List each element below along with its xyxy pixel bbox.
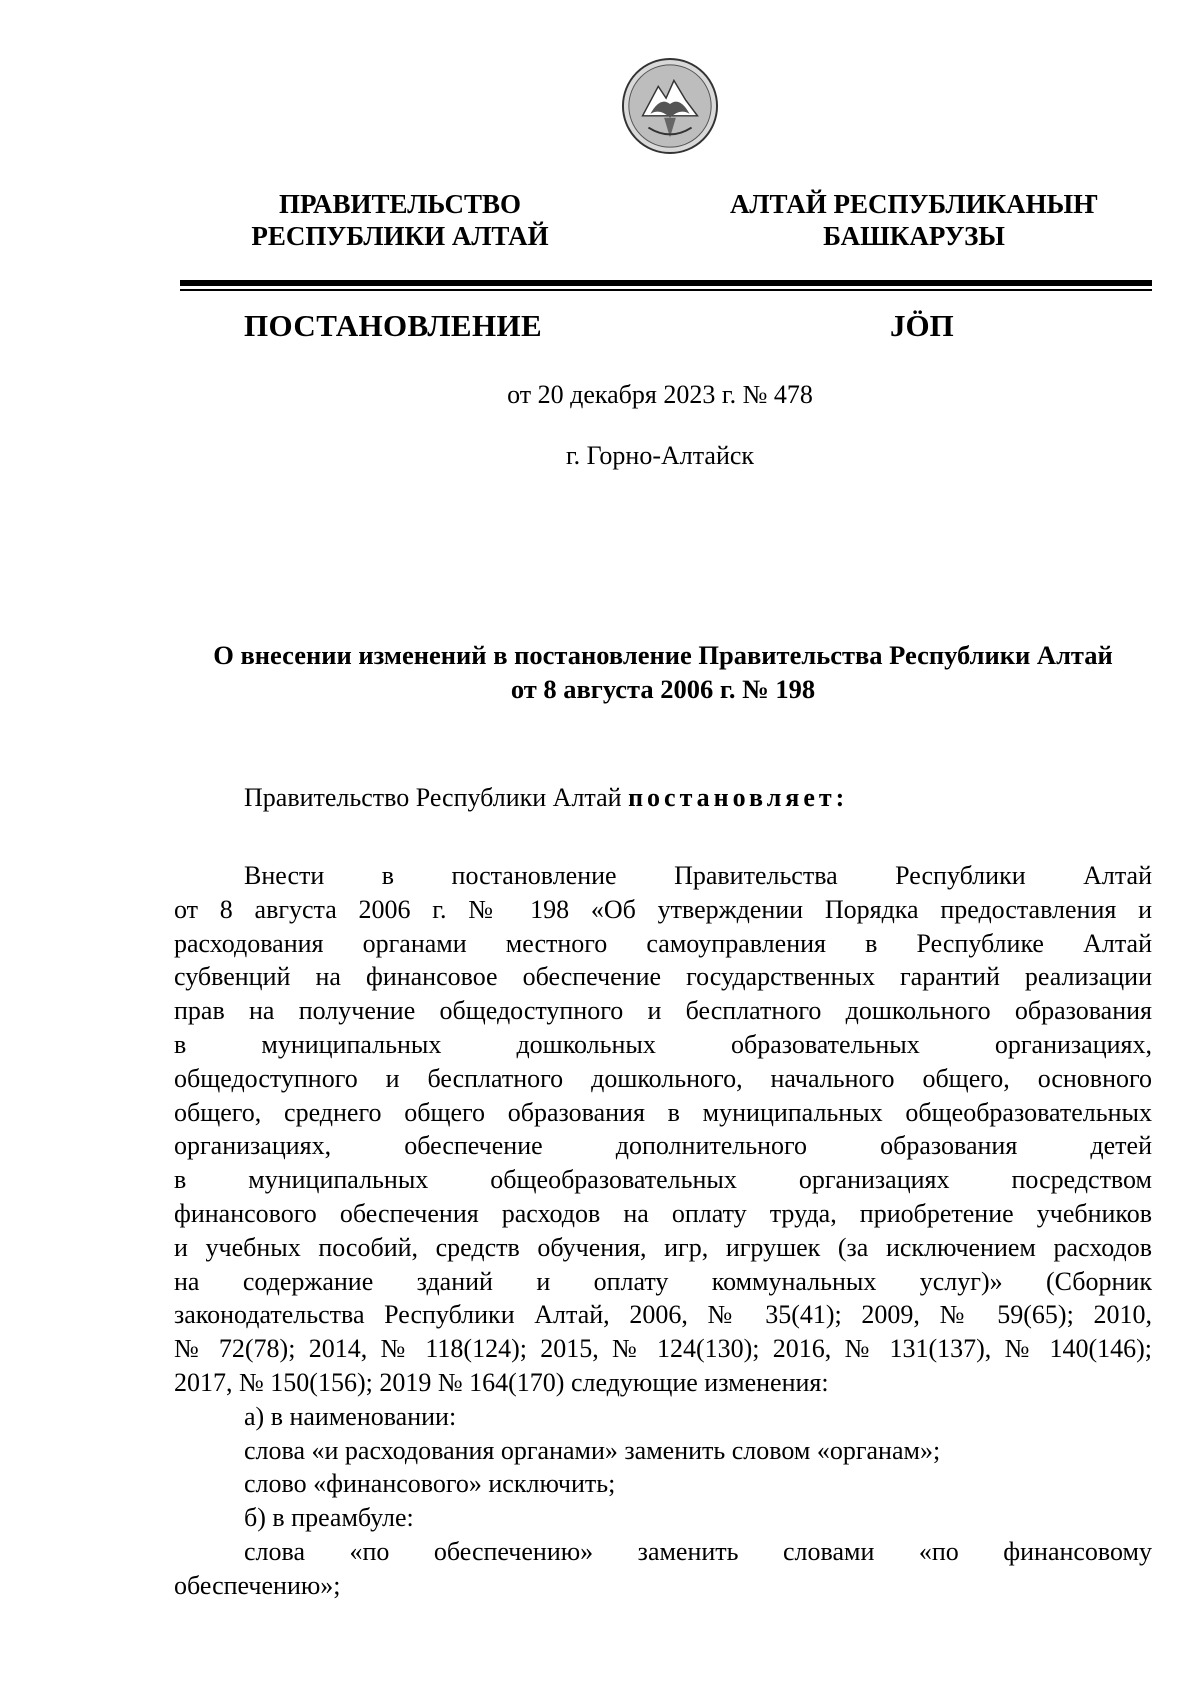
title-line2: от 8 августа 2006 г. № 198: [510, 674, 816, 704]
header-right: [704, 188, 1124, 252]
main-line: расходования органами местного самоуправления в Республике Алтай: [174, 928, 1152, 958]
header-divider-thin: [180, 289, 1152, 291]
main-line: в муниципальных дошкольных образовательных организациях,: [174, 1029, 1152, 1059]
main-line: от 8 августа 2006 г. № 198 «Об утверждении Порядка предоставления и: [174, 894, 1152, 924]
main-paragraph: [174, 859, 1152, 1603]
header-right-line2: БАШКАРУЗЫ: [823, 221, 1005, 251]
main-line: № 72(78); 2014, № 118(124); 2015, № 124(130); 2016, № 131(137), № 140(146);: [174, 1334, 1152, 1364]
preamble-subject: Правительство Республики Алтай: [244, 783, 629, 812]
header-left-line1: ПРАВИТЕЛЬСТВО: [278, 189, 522, 219]
preamble-verb: постановляет:: [628, 783, 849, 812]
main-line: и учебных пособий, средств обучения, игр, игрушек (за исключением расходов: [174, 1232, 1152, 1262]
header-left: [190, 188, 610, 252]
main-line: в муниципальных общеобразовательных организациях посредством: [174, 1165, 1152, 1195]
doc-type-alt: JÖП: [890, 308, 954, 343]
item-line: слова «и расходования органами» заменить словом «органам»;: [244, 1435, 941, 1465]
header-right-line1: АЛТАЙ РЕСПУБЛИКАНЫҤ: [729, 189, 1099, 219]
item-line: обеспечению»;: [174, 1570, 341, 1600]
main-line: Внести в постановление Правительства Республики Алтай: [244, 861, 1152, 890]
main-line: общего, среднего общего образования в муниципальных общеобразовательных: [174, 1097, 1152, 1127]
preamble-text: [174, 781, 1152, 815]
item-line: слово «финансового» исключить;: [244, 1469, 616, 1499]
document-title: [170, 638, 1156, 706]
main-line: 2017, № 150(156); 2019 № 164(170) следующие изменения:: [174, 1367, 829, 1397]
doc-type-ru: ПОСТАНОВЛЕНИЕ: [244, 308, 543, 343]
title-line1: О внесении изменений в постановление Правительства Республики Алтай: [213, 640, 1113, 670]
republic-emblem: [621, 57, 719, 155]
header-left-line2: РЕСПУБЛИКИ АЛТАЙ: [251, 221, 549, 251]
main-line: законодательства Республики Алтай, 2006, № 35(41); 2009, № 59(65); 2010,: [174, 1300, 1152, 1330]
main-line: общедоступного и бесплатного дошкольного, начального общего, основного: [174, 1063, 1152, 1093]
main-line: субвенций на финансовое обеспечение государственных гарантий реализации: [174, 962, 1152, 992]
item-line: а) в наименовании:: [244, 1401, 457, 1431]
main-line: организациях, обеспечение дополнительного образования детей: [174, 1131, 1152, 1161]
main-line: на содержание зданий и оплату коммунальных услуг)» (Сборник: [174, 1266, 1152, 1296]
item-line: б) в преамбуле:: [244, 1503, 414, 1533]
item-line: слова «по обеспечению» заменить словами «по финансовому: [244, 1536, 1152, 1566]
city: г. Горно-Алтайск: [565, 441, 755, 470]
preamble: [174, 781, 1152, 815]
date-number: от 20 декабря 2023 г. № 478: [507, 380, 813, 409]
header-divider-thick: [180, 280, 1152, 286]
main-line: прав на получение общедоступного и бесплатного дошкольного образования: [174, 996, 1152, 1026]
main-line: финансового обеспечения расходов на оплату труда, приобретение учебников: [174, 1198, 1152, 1228]
